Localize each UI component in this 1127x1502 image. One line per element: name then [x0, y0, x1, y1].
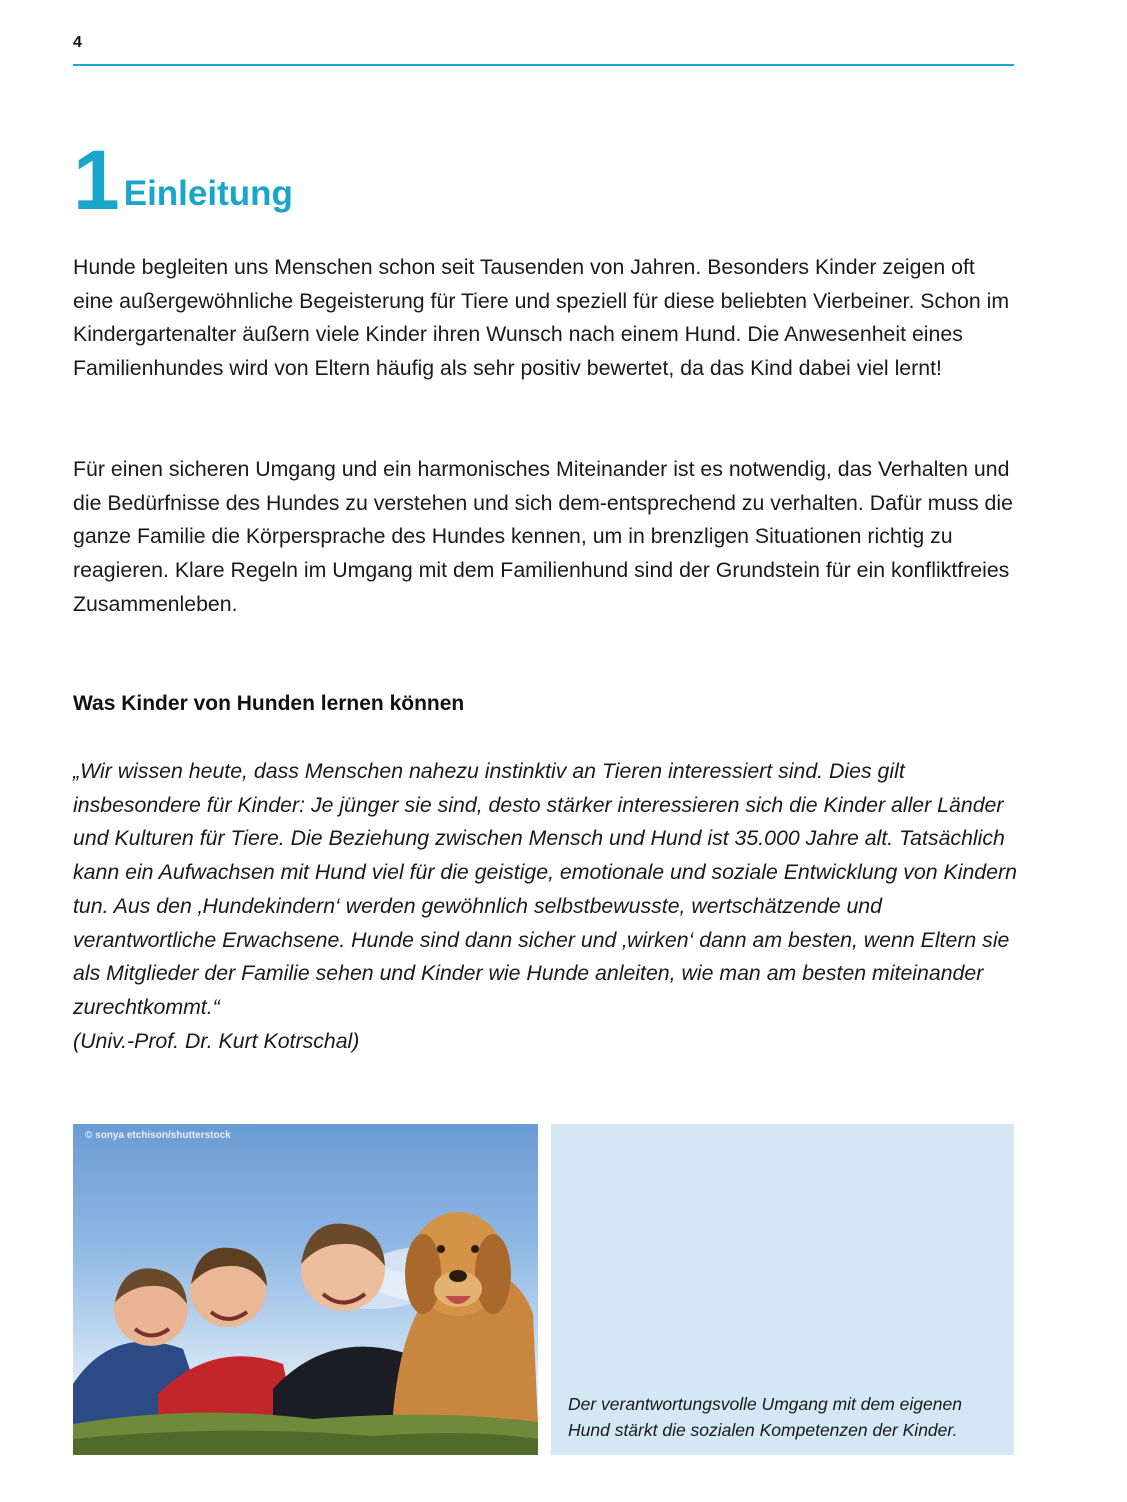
photo-credit: © sonya etchison/shutterstock: [85, 1130, 231, 1141]
caption-box: [551, 1124, 1014, 1455]
chapter-heading: [73, 133, 293, 227]
header-rule: [73, 64, 1014, 66]
chapter-title: Einleitung: [123, 174, 293, 213]
children-with-dog-photo: [73, 1124, 538, 1455]
photo-caption: Der verantwortungsvolle Umgang mit dem eigenen Hund stärkt die sozialen Kompetenzen der Kinder.: [568, 1394, 962, 1440]
quote-attribution: (Univ.-Prof. Dr. Kurt Kotrschal): [73, 1028, 360, 1053]
chapter-number: 1: [73, 133, 118, 227]
section-subheading: Was Kinder von Hunden lernen können: [73, 692, 465, 715]
intro-paragraph-1: Hunde begleiten uns Menschen schon seit Tausenden von Jahren. Besonders Kinder zeigen oft eine außergewöhnliche Begeisterung für Tiere und speziell für diese beliebten Vierbeiner. Schon im Kindergartenalter äußern viele Kinder ihren Wunsch nach einem Hund. Die Anwesenheit eines Familienhundes wird von Eltern häufig als sehr positiv bewertet, da das Kind dabei viel lernt!: [73, 255, 1010, 381]
quote-block: [73, 755, 1018, 1058]
quote-text: „Wir wissen heute, dass Menschen nahezu instinktiv an Tieren interessiert sind. Dies gilt insbesondere für Kinder: Je jünger sie sind, desto stärker interessieren sich die Kinder aller Länder und Kulturen für Tiere. Die Beziehung zwischen Mensch und Hund ist 35.000 Jahre alt. Tatsächlich kann ein Aufwachsen mit Hund viel für die geistige, emotionale und soziale Entwicklung von Kindern tun. Aus den ‚Hundekindern‘ werden gewöhnlich selbstbewusste, wertschätzende und verantwortliche Erwachsene. Hunde sind dann sicher und ‚wirken‘ dann am besten, wenn Eltern sie als Mitglieder der Familie sehen und Kinder wie Hunde anleiten, wie man am besten miteinander zurechtkommt.“: [73, 759, 1017, 1019]
photo-illustration: [73, 1124, 538, 1455]
page-number: 4: [73, 34, 82, 51]
intro-paragraph-2: Für einen sicheren Umgang und ein harmonisches Miteinander ist es notwendig, das Verhalten und die Bedürfnisse des Hundes zu verstehen und sich dem-entsprechend zu verhalten. Dafür muss die ganze Familie die Körpersprache des Hundes kennen, um in brenzligen Situationen richtig zu reagieren. Klare Regeln im Umgang mit dem Familienhund sind der Grundstein für ein konfliktfreies Zusammenleben.: [73, 457, 1013, 616]
